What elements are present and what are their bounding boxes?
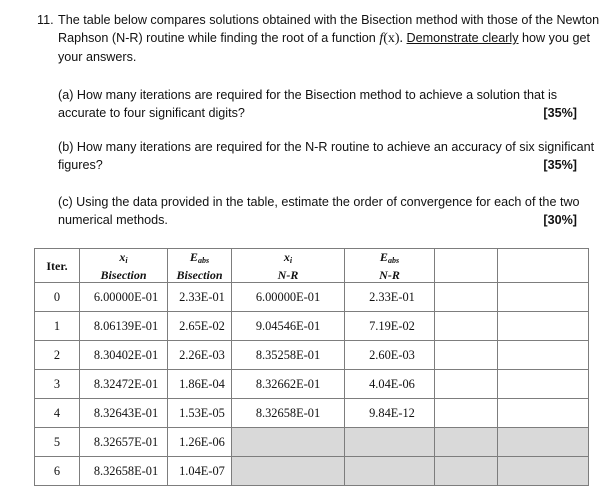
- cell-xi-bisection: 8.32643E-01: [80, 399, 168, 428]
- question-number: 11.: [37, 13, 54, 27]
- cell-eabs-bisection: 1.04E-07: [168, 457, 232, 486]
- header-empty-2: [498, 249, 589, 283]
- cell-empty-shaded: [435, 428, 498, 457]
- cell-xi-bisection: 8.32657E-01: [80, 428, 168, 457]
- header-iter: Iter.: [35, 249, 80, 283]
- function-argument: (x).: [383, 31, 404, 46]
- table-row: [35, 370, 589, 399]
- part-a-marks: [35%]: [543, 106, 577, 120]
- intro-part1: The table below compares solutions obtained with the Bisection method with those of the Newton Raphson (N-R) routine while finding the root of a function: [58, 13, 600, 45]
- intro-tail: how you get your answers.: [58, 31, 590, 64]
- cell-xi-nr: 8.32662E-01: [232, 370, 345, 399]
- cell-empty: [435, 341, 498, 370]
- cell-xi-nr: 9.04546E-01: [232, 312, 345, 341]
- cell-empty: [498, 312, 589, 341]
- cell-empty-shaded: [435, 457, 498, 486]
- cell-xi-nr-shaded: [232, 457, 345, 486]
- part-a-text: (a) How many iterations are required for the Bisection method to achieve a solution that is accurate to four significant digits?: [58, 88, 558, 120]
- table-row: [35, 399, 589, 428]
- cell-xi-bisection: 8.06139E-01: [80, 312, 168, 341]
- cell-iter: 5: [35, 428, 80, 457]
- table-row: [35, 428, 589, 457]
- cell-xi-nr: 8.35258E-01: [232, 341, 345, 370]
- cell-empty: [435, 370, 498, 399]
- cell-eabs-nr-shaded: [345, 457, 435, 486]
- cell-iter: 4: [35, 399, 80, 428]
- cell-empty-shaded: [498, 457, 589, 486]
- cell-empty: [498, 399, 589, 428]
- header-empty-1: [435, 249, 498, 283]
- cell-eabs-bisection: 1.86E-04: [168, 370, 232, 399]
- cell-eabs-nr: 4.04E-06: [345, 370, 435, 399]
- cell-iter: 3: [35, 370, 80, 399]
- cell-xi-bisection: 8.32658E-01: [80, 457, 168, 486]
- cell-eabs-nr-shaded: [345, 428, 435, 457]
- cell-xi-nr-shaded: [232, 428, 345, 457]
- cell-iter: 6: [35, 457, 80, 486]
- header-eabs-nr: $E_{abs}$ N-R: [345, 249, 435, 283]
- cell-empty: [435, 312, 498, 341]
- cell-empty: [435, 283, 498, 312]
- cell-iter: 2: [35, 341, 80, 370]
- cell-iter: 0: [35, 283, 80, 312]
- cell-empty: [498, 283, 589, 312]
- question-intro: [37, 11, 605, 66]
- part-b-marks: [35%]: [543, 158, 577, 172]
- cell-xi-nr: 6.00000E-01: [232, 283, 345, 312]
- cell-empty-shaded: [498, 428, 589, 457]
- cell-xi-bisection: 6.00000E-01: [80, 283, 168, 312]
- part-c-marks: [30%]: [543, 213, 577, 227]
- comparison-table: [34, 248, 589, 486]
- table-row: [35, 341, 589, 370]
- part-c: [58, 193, 603, 229]
- header-xi-nr: $x_i$ N-R: [232, 249, 345, 283]
- part-a: [58, 86, 603, 122]
- cell-eabs-nr: 7.19E-02: [345, 312, 435, 341]
- part-b: [58, 138, 603, 174]
- table-row: [35, 457, 589, 486]
- cell-empty: [498, 370, 589, 399]
- table-row: [35, 312, 589, 341]
- table-header-row: [35, 249, 589, 283]
- cell-xi-bisection: 8.30402E-01: [80, 341, 168, 370]
- cell-xi-nr: 8.32658E-01: [232, 399, 345, 428]
- cell-iter: 1: [35, 312, 80, 341]
- question-intro-text: [58, 11, 605, 66]
- cell-empty: [498, 341, 589, 370]
- cell-empty: [435, 399, 498, 428]
- cell-eabs-bisection: 1.26E-06: [168, 428, 232, 457]
- cell-xi-bisection: 8.32472E-01: [80, 370, 168, 399]
- cell-eabs-bisection: 1.53E-05: [168, 399, 232, 428]
- table-row: [35, 283, 589, 312]
- cell-eabs-bisection: 2.65E-02: [168, 312, 232, 341]
- header-eabs-bisection: $E_{abs}$ Bisection: [168, 249, 232, 283]
- instruction-demonstrate: Demonstrate clearly: [406, 31, 519, 45]
- header-xi-bisection: $x_i$ Bisection: [80, 249, 168, 283]
- part-c-text: (c) Using the data provided in the table, estimate the order of convergence for each of the two numerical methods.: [58, 195, 580, 227]
- cell-eabs-nr: 2.60E-03: [345, 341, 435, 370]
- function-symbol: f: [379, 31, 384, 46]
- cell-eabs-nr: 2.33E-01: [345, 283, 435, 312]
- part-b-text: (b) How many iterations are required for the N-R routine to achieve an accuracy of six significant figures?: [58, 140, 595, 172]
- cell-eabs-bisection: 2.26E-03: [168, 341, 232, 370]
- cell-eabs-nr: 9.84E-12: [345, 399, 435, 428]
- cell-eabs-bisection: 2.33E-01: [168, 283, 232, 312]
